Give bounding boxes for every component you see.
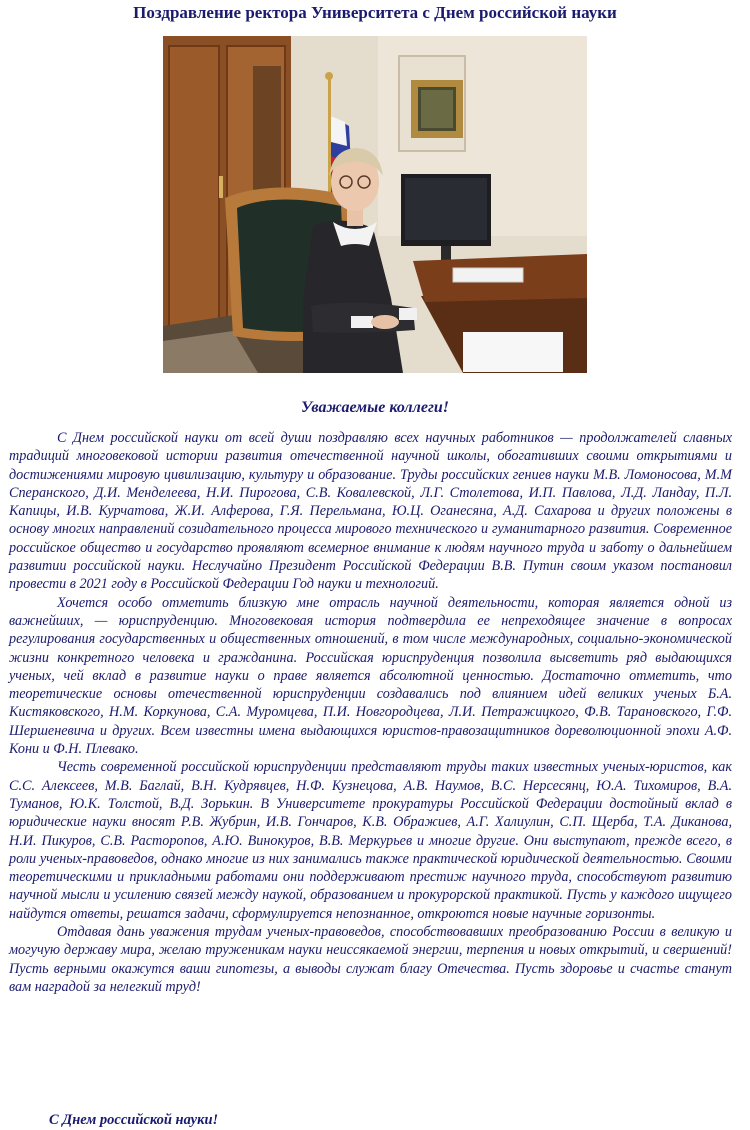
rector-photo xyxy=(163,36,587,373)
letter-paragraph: Честь современной российской юриспруденции представляют труды таких известных ученых-юристов, как С.С. Алексеев, М.В. Баглай, В.Н. Кудрявцев, Н.Ф. Кузнецова, А.В. Наумов, В.С. Нерсесянц, Ю.А. Тихомиров, В.А. Туманов, Ю.К. Толстой, В.Д. Зорькин. В Университете прокуратуры Российской Федерации достойный вклад в юридические науки вносят Р.В. Жубрин, И.В. Гончаров, К.В. Ображиев, А.Г. Халиулин, С.П. Щерба, Т.А. Диканова, Н.И. Пикуров, С.В. Расторопов, А.Ю. Винокуров, В.В. Меркурьев и многие другие. Они выступают, прежде всего, в роли ученых-правоведов, однако многие из них занимались также практической юридической деятельностью. Своими теоретическими и прикладными работами они поддерживают престиж научного труда, способствуют развитию научной мысли и усилению связей между наукой, образованием и прокурорской практикой. Пусть у каждого ищущего найдутся ответы, решатся задачи, сформулируется непознанное, откроются новые научные горизонты. xyxy=(9,759,732,922)
letter-paragraph: С Днем российской науки от всей души поздравляю всех научных работников — продолжателей славных традиций многовековой истории развития отечественной научной школы, обогативших своими открытиями и достижениями мировую цивилизацию, культуру и образование. Труды российских гениев науки М.В. Ломоносова, М.М Сперанского, Д.И. Менделеева, Н.И. Пирогова, С.В. Ковалевской, Л.Г. Столетова, И.П. Павлова, Л.Д. Ландау, П.Л. Капицы, И.В. Курчатова, Ж.И. Алферова, Г.Я. Перельмана, Ю.Ц. Оганесяна, А.Д. Сахарова и других положены в основу многих направлений созидательного процесса мирового технического и гуманитарного развития. Современное российское общество и государство проявляют всемерное внимание к людям научного труда и заботу о дальнейшем развитии российской науки. Неслучайно Президент Российской Федерации В.В. Путин своим указом постановил провести в 2021 году в Российской Федерации Год науки и технологий. xyxy=(9,430,732,593)
letter-body xyxy=(9,429,732,996)
greeting: Уважаемые коллеги! xyxy=(301,399,449,416)
closing-line: С Днем российской науки! xyxy=(49,1112,219,1128)
letter-paragraph: Отдавая дань уважения трудам ученых-правоведов, способствовавших преобразованию России в великую и могучую державу мира, желаю труженикам науки неиссякаемой энергии, терпения и новых открытий, и свершений! Пусть верными окажутся ваши гипотезы, а выводы служат благу Отечества. Пусть здоровье и счастье станут вам наградой за нелегкий труд! xyxy=(9,924,732,995)
letter-paragraph: Хочется особо отметить близкую мне отрасль научной деятельности, которая является одной из важнейших, — юриспруденцию. Многовековая история подтвердила ее непреходящее значение в вопросах регулирования государственных и общественных отношений, в том числе международных, социально-экономической жизни конкретного человека и гражданина. Российская юриспруденция позволила высветить ряд выдающихся ученых, чей вклад в развитие науки о праве является абсолютной ценностью. Достаточно отметить, что теоретические основы отечественной юриспруденции создавались под влиянием идей великих ученых Б.А. Кистяковского, Н.М. Коркунова, С.А. Муромцева, П.И. Новгородцева, Л.И. Петражицкого, Ф.В. Тарановского, Г.Ф. Шершеневича и других. Всем известны имена выдающихся юристов-правозащитников дореволюционной эпохи А.Ф. Кони и Ф.Н. Плевако. xyxy=(9,594,732,758)
page-title: Поздравление ректора Университета с Днем российской науки xyxy=(133,3,617,22)
